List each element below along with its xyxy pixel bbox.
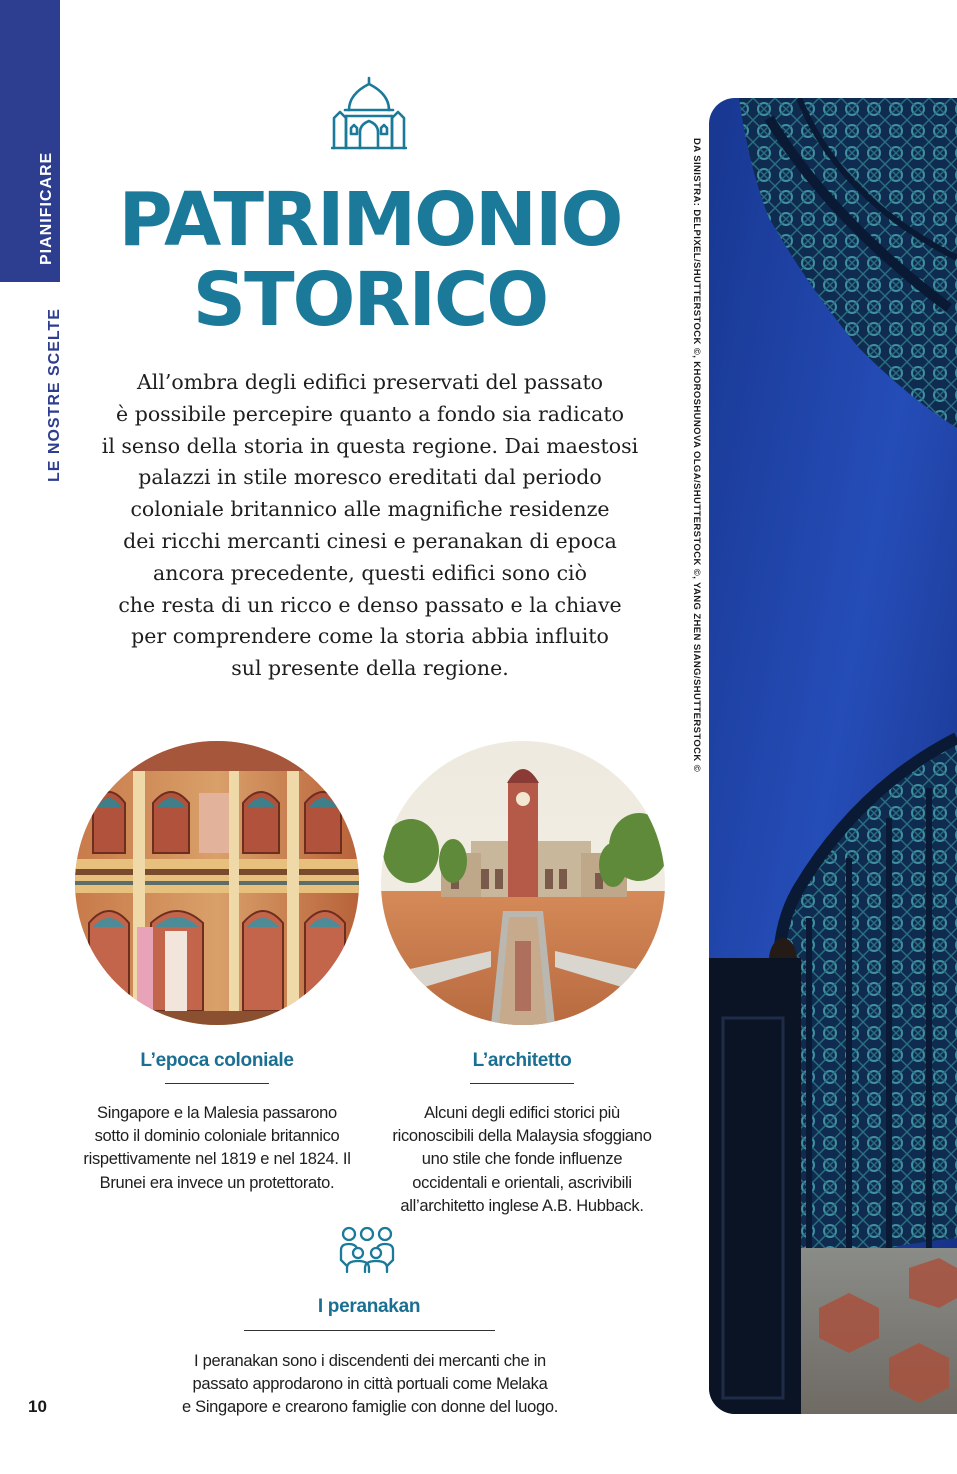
intro-paragraph bbox=[70, 367, 670, 685]
section-line: riconoscibili della Malaysia sfoggiano bbox=[392, 1127, 652, 1146]
intro-line: per comprendere come la storia abbia influito bbox=[131, 624, 609, 649]
intro-line: palazzi in stile moresco ereditati dal periodo bbox=[138, 465, 602, 490]
section-line: passato approdarono in città portuali come Melaka bbox=[192, 1375, 548, 1394]
mosque-icon bbox=[331, 76, 407, 150]
section-line: all’architetto inglese A.B. Hubback. bbox=[400, 1196, 644, 1215]
section-divider bbox=[244, 1330, 495, 1331]
section-line: Alcuni degli edifici storici più bbox=[424, 1104, 620, 1122]
section-divider bbox=[470, 1083, 574, 1084]
intro-line: ancora precedente, questi edifici sono ciò bbox=[153, 560, 587, 585]
intro-line: sul presente della regione. bbox=[231, 656, 509, 681]
section-heading-peranakan: I peranakan bbox=[317, 1296, 421, 1317]
section-tab bbox=[0, 0, 60, 282]
section-heading-architect: L’architetto bbox=[472, 1050, 572, 1071]
section-line: Brunei era invece un protettorato. bbox=[99, 1173, 335, 1192]
people-group-icon bbox=[339, 1226, 395, 1274]
page-number: 10 bbox=[28, 1397, 47, 1416]
colonial-facade-photo bbox=[75, 741, 359, 1025]
intro-line: è possibile percepire quanto a fondo sia radicato bbox=[116, 401, 624, 426]
intro-line: dei ricchi mercanti cinesi e peranakan di epoca bbox=[123, 528, 617, 553]
section-divider bbox=[165, 1083, 269, 1084]
intro-line: che resta di un ricco e denso passato e la chiave bbox=[118, 592, 622, 617]
title-line-1: PATRIMONIO bbox=[118, 177, 622, 263]
photo-credit: DA SINISTRA: DELPIXEL/SHUTTERSTOCK ©, KHOROSHUNOVA OLGA/SHUTTERSTOCK ©, YANG ZHEN SIANG/SHUTTERSTOCK © bbox=[691, 138, 702, 773]
section-text-colonial bbox=[57, 1102, 377, 1195]
page-title bbox=[70, 177, 670, 343]
subsection-tab-label: LE NOSTRE SCELTE bbox=[46, 308, 63, 482]
intro-line: coloniale britannico alle magnifiche residenze bbox=[130, 497, 610, 522]
intro-line: il senso della storia in questa regione. Dai maestosi bbox=[101, 433, 639, 458]
section-text-peranakan bbox=[120, 1350, 620, 1420]
section-text-architect bbox=[362, 1102, 682, 1218]
section-heading-colonial: L’epoca coloniale bbox=[140, 1050, 294, 1071]
section-line: Singapore e la Malesia passarono bbox=[97, 1104, 337, 1122]
section-line: sotto il dominio coloniale britannico bbox=[94, 1127, 340, 1146]
intro-line: All’ombra degli edifici preservati del passato bbox=[136, 370, 604, 394]
section-tab-label: PIANIFICARE bbox=[38, 151, 55, 265]
section-line: occidentali e orientali, ascrivibili bbox=[412, 1173, 632, 1192]
staircase-photo bbox=[709, 98, 957, 1414]
section-line: I peranakan sono i discendenti dei mercanti che in bbox=[194, 1352, 546, 1370]
section-line: e Singapore e crearono famiglie con donne del luogo. bbox=[181, 1398, 559, 1417]
section-line: rispettivamente nel 1819 e nel 1824. Il bbox=[83, 1150, 351, 1169]
title-line-2: STORICO bbox=[192, 257, 548, 343]
section-line: uno stile che fonde influenze bbox=[421, 1150, 623, 1169]
colonial-building-photo bbox=[381, 741, 665, 1025]
